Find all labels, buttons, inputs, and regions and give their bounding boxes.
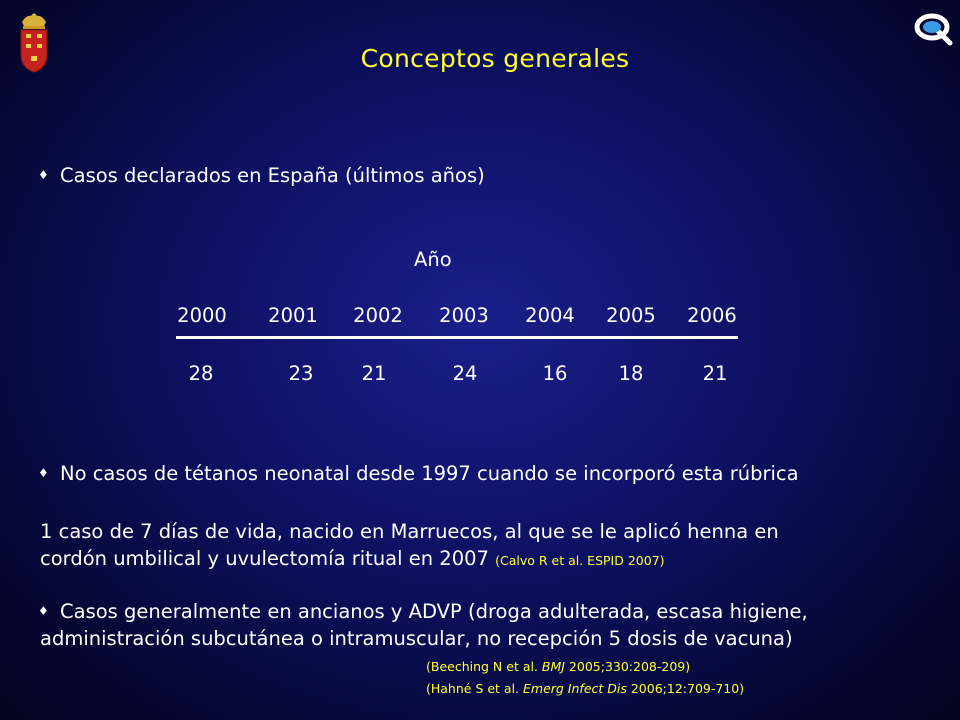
bullet-neonatal <box>38 462 799 485</box>
diamond-bullet-icon: ♦ <box>38 604 49 618</box>
year-cell: 2001 <box>268 304 318 327</box>
reference-2: (Hahné S et al. Emerg Infect Dis 2006;12:709-710) <box>426 681 745 696</box>
year-cell: 2000 <box>177 304 227 327</box>
diamond-bullet-icon: ♦ <box>38 466 49 480</box>
cases-cell: 23 <box>288 362 314 385</box>
reference-1: (Beeching N et al. BMJ 2005;330:208-209) <box>426 659 691 674</box>
q-logo-icon <box>912 12 954 46</box>
cases-cell: 28 <box>188 362 214 385</box>
table-divider <box>176 336 738 339</box>
year-cell: 2006 <box>687 304 737 327</box>
elderly-line-1: ♦ Casos generalmente en ancianos y ADVP (droga adulterada, escasa higiene, <box>38 600 808 623</box>
year-cell: 2004 <box>525 304 575 327</box>
bullet-elderly <box>38 598 808 652</box>
diamond-bullet-icon: ♦ <box>38 168 49 182</box>
bullet-cases-spain <box>38 164 485 187</box>
elderly-line-2: administración subcutánea o intramuscular, no recepción 5 dosis de vacuna) <box>40 627 793 650</box>
cases-cell: 24 <box>452 362 478 385</box>
year-cell: 2003 <box>439 304 489 327</box>
case-line-1: 1 caso de 7 días de vida, nacido en Marruecos, al que se le aplicó henna en <box>40 520 779 543</box>
cases-cell: 21 <box>702 362 728 385</box>
table-header-year: Año <box>414 248 452 271</box>
year-cell: 2005 <box>606 304 656 327</box>
cases-cell: 18 <box>618 362 644 385</box>
case-line-2: cordón umbilical y uvulectomía ritual en 2007 (Calvo R et al. ESPID 2007) <box>40 547 665 570</box>
bullet-text: No casos de tétanos neonatal desde 1997 cuando se incorporó esta rúbrica <box>60 462 799 485</box>
case-reference: (Calvo R et al. ESPID 2007) <box>495 553 665 568</box>
cases-cell: 16 <box>542 362 568 385</box>
case-paragraph <box>40 518 779 574</box>
year-cell: 2002 <box>353 304 403 327</box>
bullet-text: Casos declarados en España (últimos años) <box>60 164 485 187</box>
cases-cell: 21 <box>361 362 387 385</box>
page-title: Conceptos generales <box>360 44 630 73</box>
